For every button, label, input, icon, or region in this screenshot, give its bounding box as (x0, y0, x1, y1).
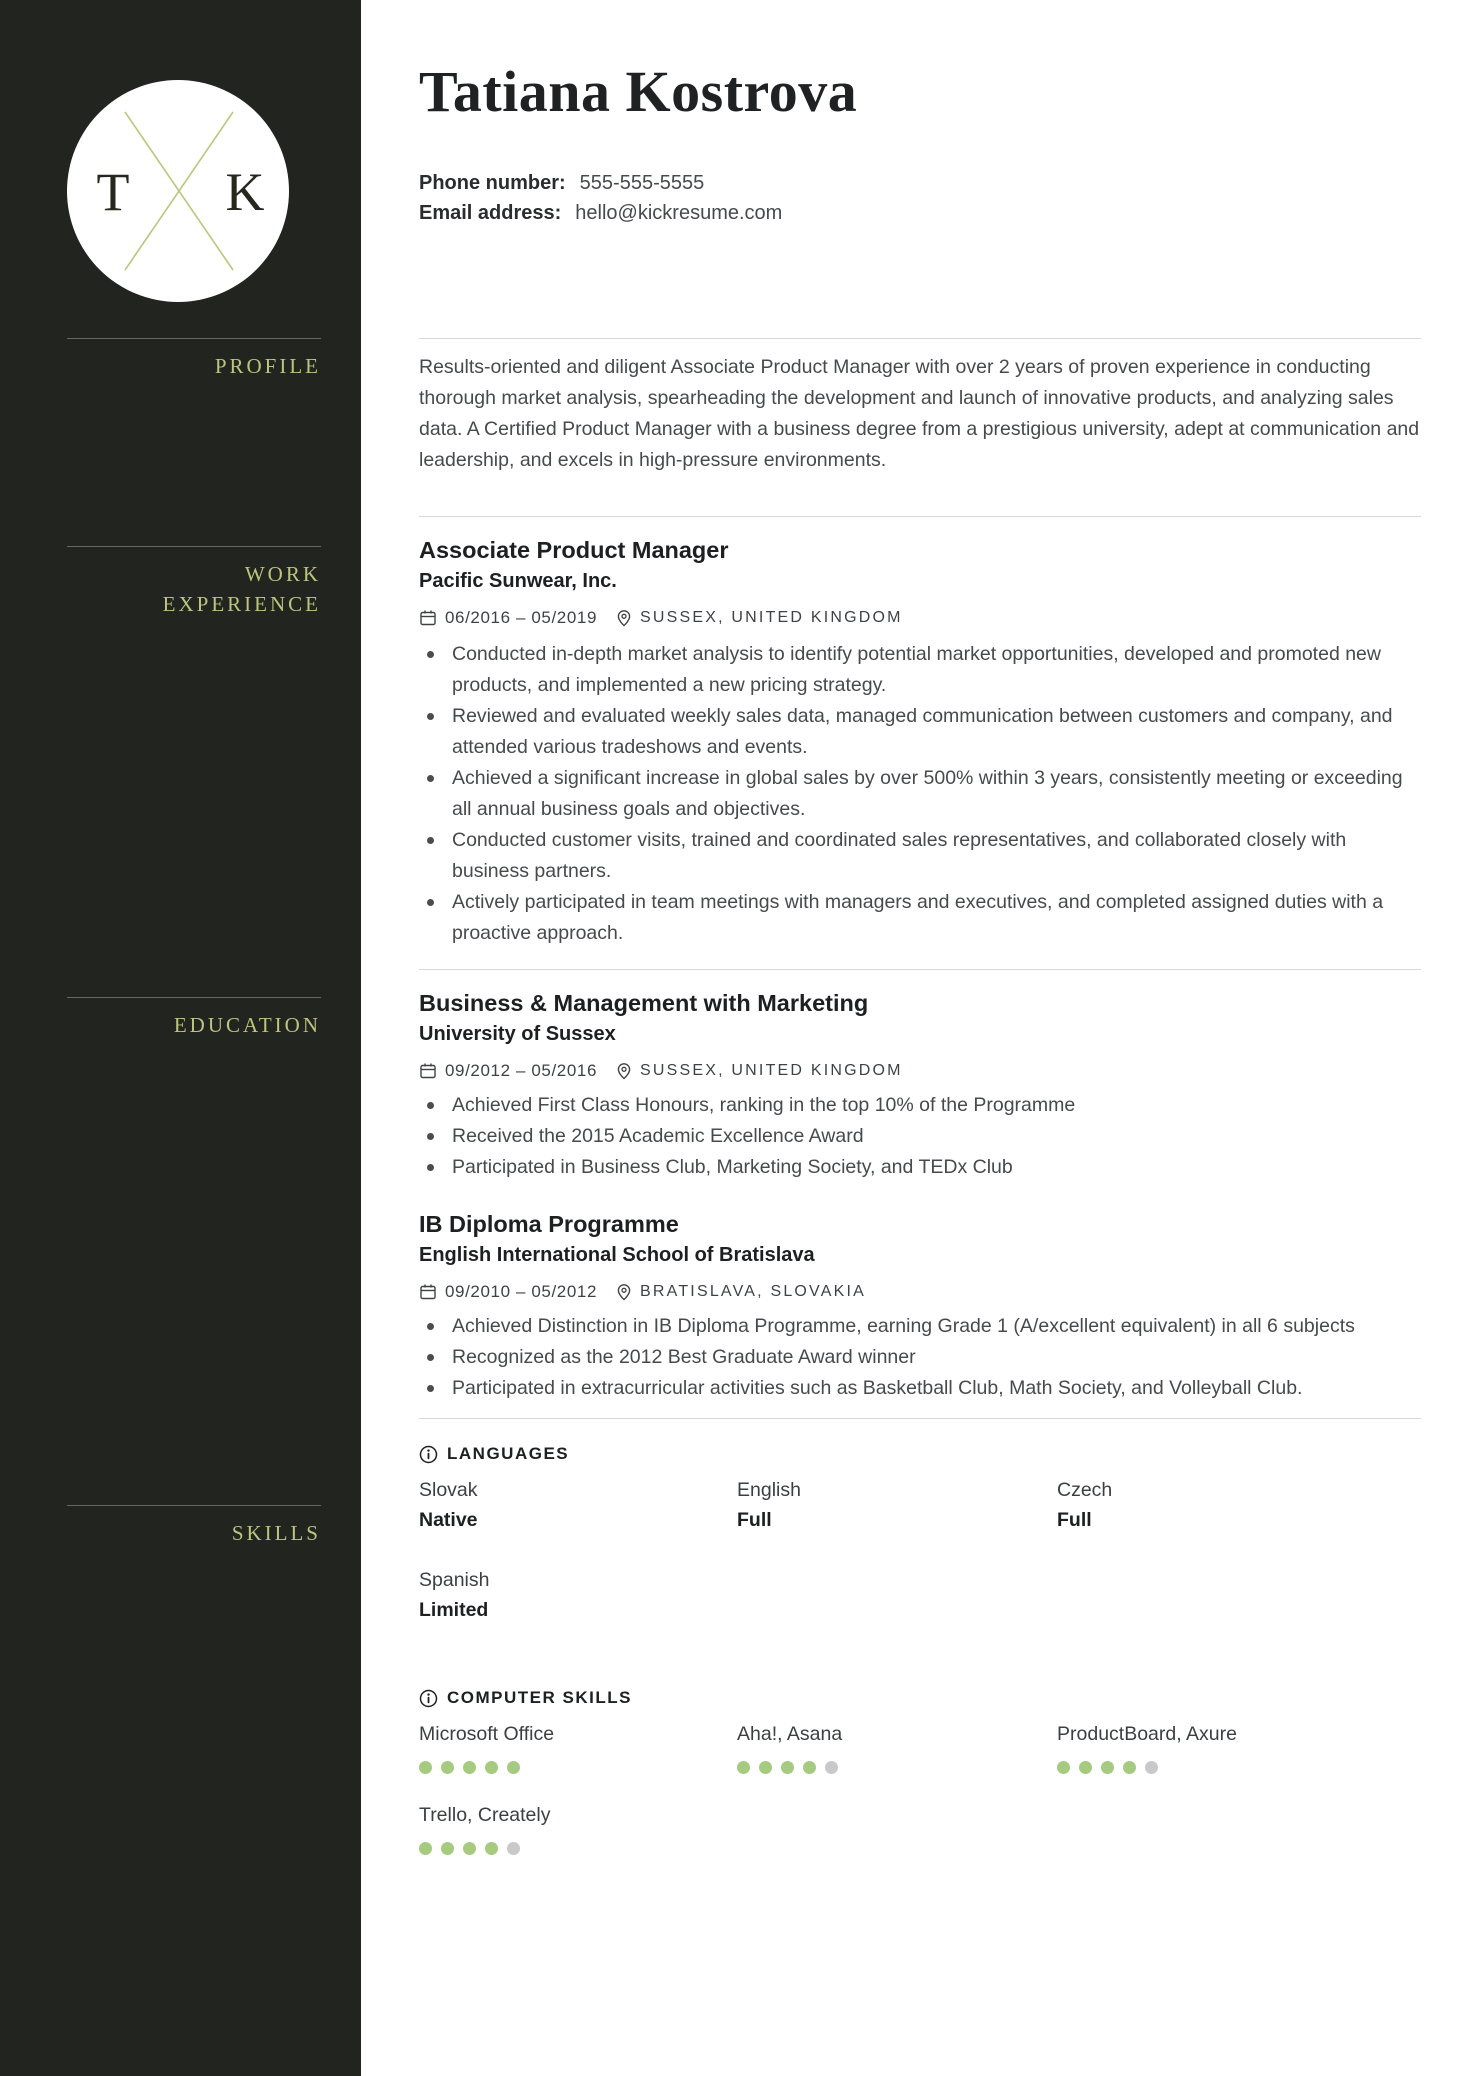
bullet-item: Participated in extracurricular activities such as Basketball Club, Math Society, and Volleyball Club. (419, 1373, 1421, 1404)
skill-dot (781, 1761, 794, 1774)
section-divider-profile (419, 338, 1421, 339)
skill-dot (507, 1761, 520, 1774)
bullet-item: Achieved a significant increase in global sales by over 500% within 3 years, consistently meeting or exceeding all annual business goals and objectives. (419, 763, 1421, 825)
email-value: hello@kickresume.com (575, 202, 783, 224)
skill-dot (1057, 1761, 1070, 1774)
skill-dot (485, 1761, 498, 1774)
skill-dot (419, 1761, 432, 1774)
computer-skills-heading (419, 1687, 1421, 1709)
skill-dot (1123, 1761, 1136, 1774)
job-title: Associate Product Manager (419, 537, 729, 563)
calendar-icon (419, 609, 437, 627)
skill-rating (419, 1842, 737, 1855)
sidebar-label-education: EDUCATION (173, 1013, 321, 1037)
bullet-item: Achieved First Class Honours, ranking in the top 10% of the Programme (419, 1090, 1421, 1121)
company-name: Pacific Sunwear, Inc. (419, 570, 617, 592)
education-bullet-list (419, 1311, 1421, 1404)
languages-heading (419, 1443, 1421, 1465)
language-level: Full (737, 1509, 772, 1531)
skill-dot (419, 1842, 432, 1855)
bullet-item: Reviewed and evaluated weekly sales data, managed communication between customers and company, and attended various tradeshows and events. (419, 701, 1421, 763)
education-meta (419, 1281, 1421, 1303)
education-entry (419, 988, 1421, 1183)
monogram-icon (67, 80, 289, 302)
computer-skill-name: Microsoft Office (419, 1723, 555, 1745)
language-item (419, 1475, 737, 1535)
section-divider-skills (419, 1418, 1421, 1419)
education-dates: 09/2012 – 05/2016 (445, 1061, 598, 1080)
email-label: Email address: (419, 202, 562, 224)
language-name: Slovak (419, 1479, 478, 1501)
skill-dot (803, 1761, 816, 1774)
education-bullet-list (419, 1090, 1421, 1183)
phone-row (419, 168, 1421, 198)
skill-dot (1101, 1761, 1114, 1774)
sidebar-label-work-experience: WORK EXPERIENCE (162, 562, 321, 616)
computer-skill-item (419, 1800, 737, 1855)
computer-skill-item (737, 1719, 1057, 1774)
page-title: Tatiana Kostrova (419, 59, 858, 124)
profile-summary: Results-oriented and diligent Associate Product Manager with over 2 years of proven experience in conducting thorough market analysis, spearheading the development and launch of innovative products, and analyzing sales data. A Certified Product Manager with a business degree from a prestigious university, adept at communication and leadership, and excels in high-pressure environments. (419, 356, 1420, 471)
sidebar (0, 0, 361, 2076)
skill-dot (463, 1761, 476, 1774)
bullet-item: Conducted in-depth market analysis to identify potential market opportunities, developed and promoted new products, and implemented a new pricing strategy. (419, 639, 1421, 701)
sidebar-item-work-experience (67, 546, 321, 619)
calendar-icon (419, 1283, 437, 1301)
sidebar-item-education (67, 997, 321, 1040)
computer-skills-heading-label: COMPUTER SKILLS (447, 1688, 632, 1707)
school-name: English International School of Bratislava (419, 1244, 815, 1266)
bullet-item: Actively participated in team meetings with managers and executives, and completed assigned duties with a proactive approach. (419, 887, 1421, 949)
job-dates: 06/2016 – 05/2019 (445, 608, 598, 627)
sidebar-label-skills: SKILLS (231, 1521, 321, 1545)
skill-dot (485, 1842, 498, 1855)
contact-block (419, 168, 1421, 228)
language-name: Czech (1057, 1479, 1113, 1501)
language-item (419, 1565, 737, 1625)
job-meta (419, 607, 1421, 629)
info-icon (419, 1445, 438, 1464)
education-location: SUSSEX, UNITED KINGDOM (640, 1062, 903, 1079)
computer-skills-row-2 (419, 1800, 1421, 1855)
bullet-item: Received the 2015 Academic Excellence Award (419, 1121, 1421, 1152)
skill-dot (737, 1761, 750, 1774)
section-divider-work (419, 516, 1421, 517)
job-location: SUSSEX, UNITED KINGDOM (640, 609, 903, 626)
language-item (737, 1475, 1057, 1535)
work-entry (419, 535, 1421, 949)
monogram-logo (67, 80, 289, 302)
bullet-item: Achieved Distinction in IB Diploma Programme, earning Grade 1 (A/excellent equivalent) in all 6 subjects (419, 1311, 1421, 1342)
location-pin-icon (615, 609, 633, 627)
phone-value: 555-555-5555 (579, 172, 705, 194)
skill-rating (1057, 1761, 1421, 1774)
bullet-item: Conducted customer visits, trained and coordinated sales representatives, and collaborated closely with business partners. (419, 825, 1421, 887)
skill-dot (463, 1842, 476, 1855)
school-name: University of Sussex (419, 1023, 616, 1045)
language-item (1057, 1475, 1421, 1535)
languages-row-2 (419, 1565, 1421, 1625)
degree-title: Business & Management with Marketing (419, 990, 869, 1016)
location-pin-icon (615, 1062, 633, 1080)
skill-dot (1145, 1761, 1158, 1774)
bullet-item: Participated in Business Club, Marketing Society, and TEDx Club (419, 1152, 1421, 1183)
job-bullet-list (419, 639, 1421, 949)
skill-rating (737, 1761, 1057, 1774)
skill-dot (825, 1761, 838, 1774)
monogram-letter-right: K (225, 162, 265, 222)
phone-label: Phone number: (419, 172, 566, 194)
languages-row-1 (419, 1475, 1421, 1535)
language-level: Limited (419, 1599, 489, 1621)
monogram-letter-left: T (96, 162, 130, 222)
language-level: Full (1057, 1509, 1092, 1531)
sidebar-item-profile (67, 338, 321, 381)
section-divider-education (419, 969, 1421, 970)
skill-dot (441, 1842, 454, 1855)
calendar-icon (419, 1062, 437, 1080)
skill-rating (419, 1761, 737, 1774)
education-location: BRATISLAVA, SLOVAKIA (640, 1283, 867, 1300)
language-name: Spanish (419, 1569, 490, 1591)
email-row (419, 198, 1421, 228)
sidebar-label-profile: PROFILE (214, 354, 321, 378)
sidebar-item-skills (67, 1505, 321, 1548)
languages-heading-label: LANGUAGES (447, 1444, 570, 1463)
main-content (419, 0, 1421, 1855)
language-level: Native (419, 1509, 478, 1531)
bullet-item: Recognized as the 2012 Best Graduate Award winner (419, 1342, 1421, 1373)
computer-skill-name: Trello, Creately (419, 1804, 551, 1826)
education-meta (419, 1060, 1421, 1082)
education-entry (419, 1209, 1421, 1404)
skill-dot (441, 1761, 454, 1774)
degree-title: IB Diploma Programme (419, 1211, 679, 1237)
info-icon (419, 1689, 438, 1708)
language-name: English (737, 1479, 801, 1501)
computer-skills-row-1 (419, 1719, 1421, 1774)
location-pin-icon (615, 1283, 633, 1301)
skill-dot (507, 1842, 520, 1855)
computer-skill-name: Aha!, Asana (737, 1723, 843, 1745)
skill-dot (759, 1761, 772, 1774)
education-dates: 09/2010 – 05/2012 (445, 1282, 598, 1301)
computer-skill-item (1057, 1719, 1421, 1774)
computer-skill-item (419, 1719, 737, 1774)
skill-dot (1079, 1761, 1092, 1774)
computer-skill-name: ProductBoard, Axure (1057, 1723, 1237, 1745)
